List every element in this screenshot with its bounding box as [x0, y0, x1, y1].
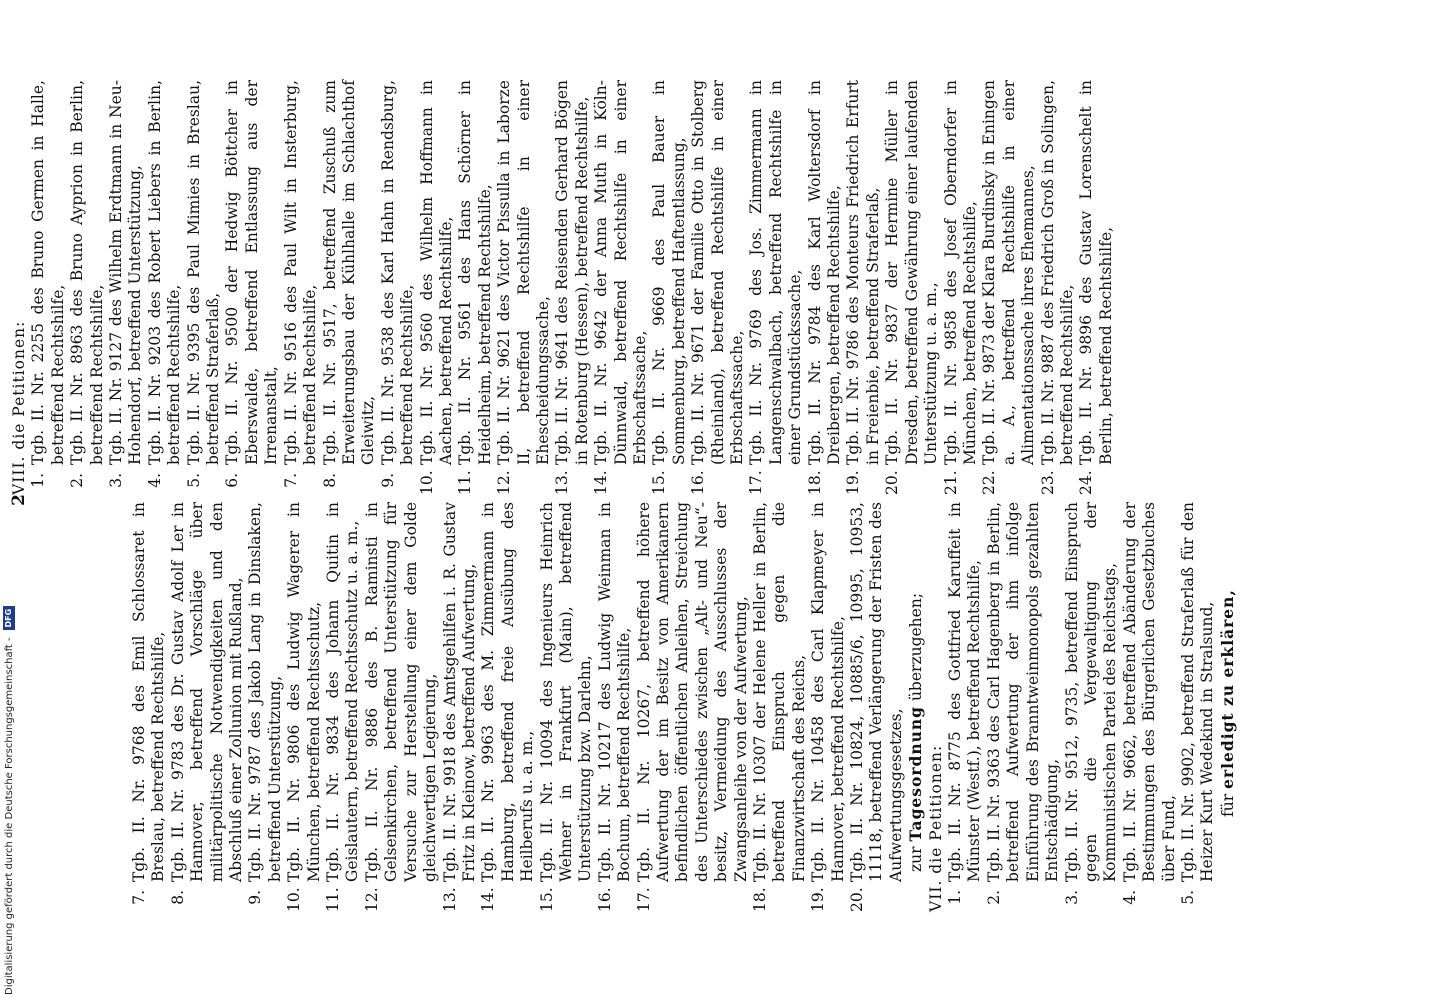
item-number: 19.: [809, 887, 828, 912]
item-number: 4.: [145, 473, 164, 488]
item-text: Tgb. II. Nr. 9768 des Emil Schlossaret in Breslau, betreffend Rechtshilfe,: [130, 502, 168, 882]
item-text: Tgb. II. Nr. 9896 des Gustav Lorenschelt in Berlin, betreffend Rechtshilfe,: [1077, 80, 1115, 465]
item-number: 19.: [844, 470, 863, 495]
item-number: 22.: [980, 470, 999, 495]
item-text: Tgb. II. Nr. 9873 der Klara Burdinsky in Eningen a. A., betreffend Rechtshilfe in einer Alimentationssache ihres Ehemannes,: [980, 80, 1038, 465]
item-number: 7.: [130, 890, 148, 905]
list-item: [418, 80, 457, 495]
item-text: Tgb. II. Nr. 9886 des B. Raminsti in Gelsenkirchen, betreffend Unterstützung für Versuche zur Herstellung einer dem Golde gleichwertigen Legierung,: [362, 502, 440, 882]
list-item: [321, 80, 379, 495]
right-column: [10, 80, 1116, 495]
list-item: [1179, 502, 1218, 912]
item-text: Tgb. II. Nr. 9516 des Paul Wilt in Insterburg, betreffend Rechtshilfe,: [281, 80, 320, 465]
left-column: [130, 502, 1238, 912]
list-item: [130, 502, 169, 912]
list-item: [650, 80, 689, 495]
list-item: [809, 502, 848, 912]
list-item: [1077, 80, 1116, 495]
item-number: 18.: [751, 887, 769, 912]
list-item: [223, 80, 281, 495]
item-text: Tgb. II. Nr. 9127 des Wilhelm Erdtmann in Neu-Hohendorf, betreffend Unterstützung,: [107, 80, 145, 465]
list-item: [946, 502, 985, 912]
item-text: Tgb. II. Nr. 9671 der Familie Otto in Stolberg (Rheinland), betreffend Rechtshilfe in einer Erbschaftssache,: [689, 80, 747, 465]
item-number: 6.: [223, 473, 242, 488]
item-number: 7.: [281, 473, 300, 488]
item-text: Tgb. II. Nr. 9834 des Johann Quitin in Geislautern, betreffend Rechtsschutz u. a. m.,: [324, 502, 362, 882]
item-number: 16.: [595, 887, 614, 912]
item-text: Tgb. II. Nr. 9500 der Hedwig Böttcher in Eberswalde, betreffend Entlassung aus der Irrenanstalt,: [223, 80, 281, 465]
list-item: [379, 80, 418, 495]
list-item: [282, 80, 321, 495]
list-item: [29, 80, 68, 495]
item-text: Tgb. II. Nr. 10307 der Helene Heller in Berlin, betreffend Einspruch gegen die Finanzwirtschaft des Reichs,: [751, 502, 808, 882]
item-text: Tgb. II. Nr. 9918 des Amtsgehilfen i. R. Gustav Fritz in Kleinow, betreffend Aufwertung,: [440, 502, 478, 882]
item-number: 13.: [553, 470, 572, 495]
list-item: [883, 80, 941, 495]
list-item: [985, 502, 1063, 912]
page-number: 2: [9, 494, 29, 506]
item-text: Tgb. II. Nr. 9963 des M. Zimmermann in Hamburg, betreffend freie Ausübung des Heilberufs u. a. m.,: [479, 502, 537, 882]
list-item: [146, 80, 185, 495]
item-number: 11.: [456, 470, 475, 495]
list-item: [848, 502, 906, 912]
item-text: Tgb. II. Nr. 8963 des Bruno Ayprion in Berlin, betreffend Rechtshilfe,: [68, 80, 106, 465]
agenda-note: [906, 502, 926, 912]
list-item: [1121, 502, 1179, 912]
list-item: [689, 80, 747, 495]
note-suffix: überzugehen;: [907, 592, 926, 702]
list-item: [751, 502, 809, 912]
item-text: Tgb. II. Nr. 9538 des Karl Hahn in Rendsburg, betreffend Rechtshilfe,: [378, 80, 417, 465]
item-number: 2.: [984, 890, 1003, 905]
item-text: Tgb. II. Nr. 9783 des Dr. Gustav Adolf Ler in Hannover, betreffend Vorschläge über militärpolitische Notwendigkeiten und den Abschluß einer Zollunion mit Rußland,: [168, 502, 246, 882]
item-number: 4.: [1120, 890, 1139, 905]
list-item: [747, 80, 805, 495]
item-text: Tgb. II. Nr. 10217 des Ludwig Weinman in Bochum, betreffend Rechtshilfe,: [595, 502, 634, 882]
item-number: 3.: [107, 473, 126, 488]
section-title-viii: VIII. die Petitionen:: [10, 320, 28, 495]
item-text: Tgb. II. Nr. 9858 des Josef Oberndorfer in München, betreffend Rechtshilfe,: [941, 80, 979, 465]
item-number: 17.: [634, 887, 653, 912]
list-item: [635, 502, 751, 912]
entry-list-after: [946, 502, 1218, 912]
item-number: 20.: [848, 887, 867, 912]
item-text: Tgb. II. Nr. 10458 des Carl Klapmeyer in Hannover, betreffend Rechtshilfe,: [809, 502, 847, 882]
item-text: Tgb. II. Nr. 9784 des Karl Woltersdorf in Dreibergen, betreffend Rechtshilfe,: [805, 80, 844, 465]
item-text: Tgb. II. Nr. 10267, betreffend höhere Aufwertung der im Besitz von Amerikanern befindlichen öffentlichen Anleihen, Streichung des Unterschiedes zwischen „Alt- und Neu“-besitz, Vermeidung des Ausschlusses der Zwangsanleihe von der Aufwertung,: [634, 502, 750, 882]
item-text: Tgb. II. Nr. 9395 des Paul Mimies in Breslau, betreffend Straferlaß,: [184, 80, 223, 465]
item-number: 16.: [689, 470, 708, 495]
item-text: Tgb. II. Nr. 9621 des Victor Pissulla in Laborze II, betreffend Rechtshilfe in einer Ehescheidungssache,: [495, 80, 552, 465]
list-item: [441, 502, 480, 912]
item-number: 14.: [479, 887, 498, 912]
item-text: Tgb. II. Nr. 9517, betreffend Zuschuß zum Erweiterungsbau der Kühlhalle im Schlachthof Gleiwitz,: [320, 80, 378, 465]
list-item: [169, 502, 247, 912]
note-prefix: für: [1218, 793, 1237, 817]
item-number: 20.: [883, 470, 902, 495]
list-item: [553, 80, 592, 495]
list-item: [324, 502, 363, 912]
item-number: 5.: [1178, 890, 1197, 905]
item-text: Tgb. II. Nr. 9662, betreffend Abänderung der Bestimmungen des Bürgerlichen Gesetzbuches über Fund,: [1120, 502, 1178, 882]
item-number: 14.: [592, 470, 611, 495]
item-number: 1.: [946, 890, 965, 905]
list-item: [495, 80, 553, 495]
list-item: [596, 502, 635, 912]
item-text: Tgb. II. Nr. 9669 des Paul Bauer in Sommenburg, betreffend Haftentlassung,: [650, 80, 688, 465]
item-text: Tgb. II. Nr. 9560 des Wilhelm Hoffmann in Aachen, betreffend Rechtshilfe,: [417, 80, 455, 465]
item-number: 13.: [440, 887, 459, 912]
item-number: 10.: [417, 470, 436, 495]
item-number: 15.: [650, 470, 669, 495]
list-item: [592, 80, 650, 495]
item-text: Tgb. II. Nr. 2255 des Bruno Germen in Halle, betreffend Rechtshilfe,: [29, 80, 67, 465]
note-bold: erledigt zu erklären,: [1217, 589, 1237, 789]
item-number: 8.: [320, 473, 339, 488]
settled-note: [1218, 502, 1238, 912]
list-item: [285, 502, 324, 912]
item-number: 3.: [1062, 890, 1081, 905]
item-number: 15.: [537, 887, 556, 912]
item-text: Tgb. II. Nr. 9363 des Carl Hagenberg in Berlin, betreffend Aufwertung der ihm infolge Einführung des Branntweinmonopols gezahlten Entschädigung,: [984, 502, 1062, 882]
item-text: Tgb. II. Nr. 9806 des Ludwig Wagerer in München, betreffend Rechtsschutz,: [285, 502, 323, 882]
item-text: Tgb. II. Nr. 9642 der Anna Muth in Köln-Dünnwald, betreffend Rechtshilfe in einer Erbschaftssache,: [592, 80, 649, 465]
item-number: 8.: [168, 890, 187, 905]
list-item: [1039, 80, 1078, 495]
list-item: [538, 502, 596, 912]
item-text: Tgb. II. Nr. 9786 des Monteurs Friedrich Erfurt in Freienbie, betreffend Straferlaß,: [844, 80, 882, 465]
item-text: Tgb. II. Nr. 10094 des Ingenieurs Heinrich Wehner in Frankfurt (Main), betreffend Unterstützung bzw. Darlehn,: [537, 502, 595, 882]
item-number: 23.: [1038, 470, 1057, 495]
list-item: [107, 80, 146, 495]
item-number: 9.: [378, 473, 397, 488]
item-number: 2.: [68, 473, 87, 488]
list-item: [942, 80, 981, 495]
item-text: Tgb. II. Nr. 9769 des Jos. Zimmermann in Langenschwalbach, betreffend Rechtshilfe in einer Grundstückssache,: [747, 80, 805, 465]
item-number: 12.: [362, 887, 381, 912]
item-text: Tgb. II. Nr. 9641 des Reisenden Gerhard Bögen in Rotenburg (Hessen), betreffend Rechtshilfe,: [553, 80, 591, 465]
item-number: 5.: [184, 473, 203, 488]
footer-credit: [3, 0, 17, 995]
list-item: [844, 80, 883, 495]
item-number: 12.: [495, 470, 514, 495]
list-item: [980, 80, 1038, 495]
item-number: 10.: [285, 887, 304, 912]
item-text: Tgb. II. Nr. 9512, 9735, betreffend Einspruch gegen die Vergewaltigung der Kommunistischen Partei des Reichstags,: [1062, 502, 1120, 882]
entry-list-before: [130, 502, 906, 912]
item-number: 17.: [747, 470, 766, 495]
list-item: [68, 80, 107, 495]
item-number: 9.: [246, 890, 265, 905]
section-title-vii: VII. die Petitionen:: [926, 744, 945, 912]
item-text: Tgb. II. Nr. 9787 des Jakob Lang in Dinslaken, betreffend Unterstützung,: [246, 502, 284, 882]
rotated-document: [10, 0, 1290, 1000]
note-prefix: zur: [907, 846, 926, 872]
dfg-logo-icon: DFG: [3, 606, 15, 630]
list-item: [185, 80, 224, 495]
list-item: [806, 80, 845, 495]
list-item: [363, 502, 441, 912]
item-text: Tgb. II. Nr. 10824, 10885/6, 10995, 10953, 11118, betreffend Verlängerung der Fristen des Aufwertungsgesetzes,: [848, 502, 905, 882]
item-text: Tgb. II. Nr. 9561 des Hans Schörner in Heidelheim, betreffend Rechtshilfe,: [456, 80, 494, 465]
item-number: 21.: [941, 470, 960, 495]
item-number: 11.: [324, 887, 343, 912]
note-bold: Tagesordnung: [906, 705, 926, 842]
list-item: [479, 502, 537, 912]
entry-list: [29, 80, 1116, 495]
item-text: Tgb. II. Nr. 9837 der Hermine Müller in Dresden, betreffend Gewährung einer laufenden Unterstützung u. a. m.,: [883, 80, 941, 465]
item-text: Tgb. II. Nr. 9902, betreffend Straferlaß für den Heizer Kurt Wedekind in Stralsund,: [1178, 502, 1217, 882]
list-item: [1063, 502, 1121, 912]
item-number: 18.: [805, 470, 824, 495]
item-number: 24.: [1077, 470, 1096, 495]
item-text: Tgb. II. Nr. 9203 des Robert Liebers in Berlin, betreffend Rechtshilfe,: [145, 80, 184, 465]
list-item: [246, 502, 285, 912]
footer-text: Digitalisierung gefördert durch die Deutsche Forschungsgemeinschaft -: [4, 637, 15, 995]
item-number: 1.: [29, 473, 48, 488]
item-text: Tgb. II. Nr. 8775 des Gottfried Karuffeit in Münster (Westf.), betreffend Rechtshilfe,: [946, 502, 984, 882]
item-text: Tgb. II. Nr. 9887 des Friedrich Groß in Solingen, betreffend Rechtshilfe,: [1038, 80, 1076, 465]
list-item: [456, 80, 495, 495]
